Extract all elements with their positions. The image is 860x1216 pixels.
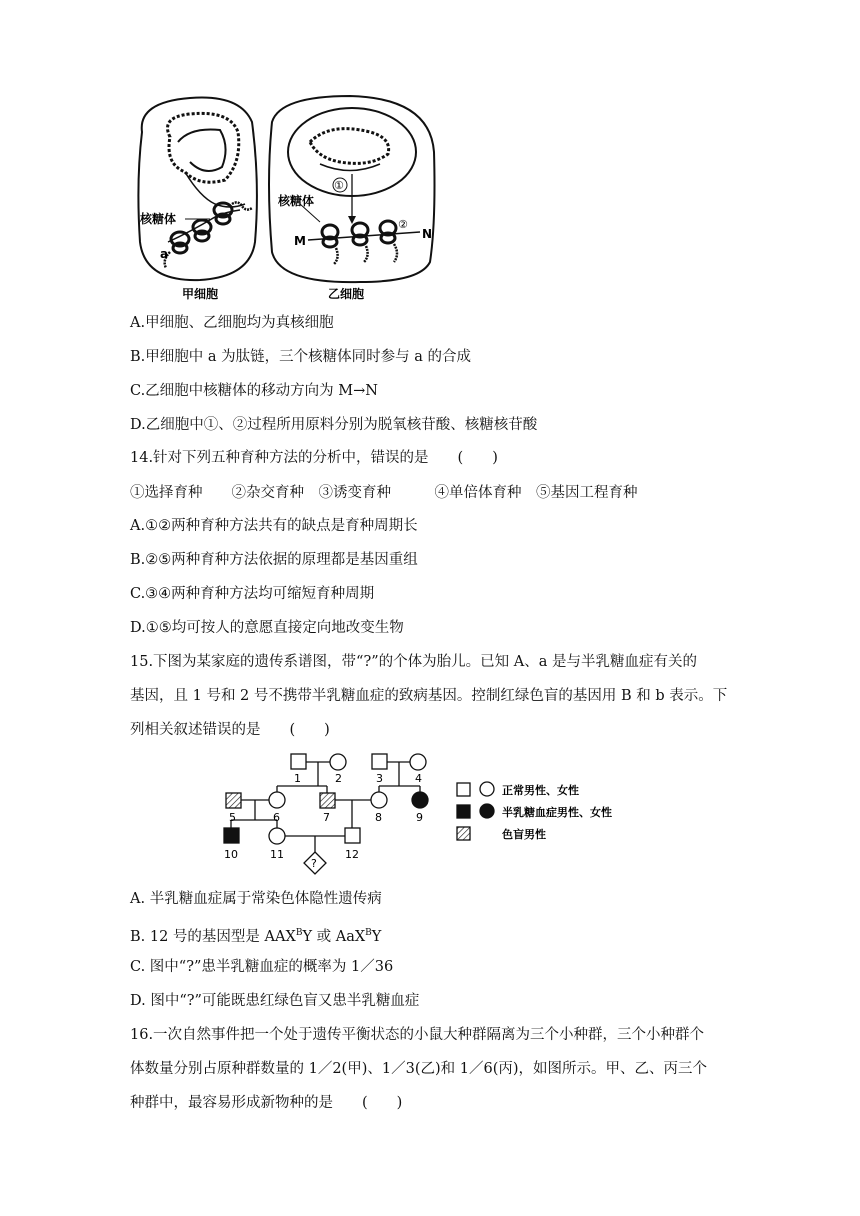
pedigree-num-7: 7 — [323, 811, 330, 824]
ribosome-a-3 — [171, 232, 189, 253]
marker-2: ② — [398, 218, 408, 231]
pedigree-num-5: 5 — [229, 811, 236, 824]
ribosome-b-3 — [380, 221, 396, 243]
cell-b — [269, 96, 435, 301]
ribosome-b-label: 核糖体 — [278, 194, 315, 208]
marker-1: ① — [334, 179, 344, 192]
q16-line-3: 种群中，最容易形成新物种的是 ( ) — [130, 1095, 403, 1111]
q13-option-a: A.甲细胞、乙细胞均为真核细胞 — [130, 315, 334, 331]
q14-stem: 14.针对下列五种育种方法的分析中，错误的是 ( ) — [130, 450, 498, 466]
q14-option-d: D.①⑤均可按人的意愿直接定向地改变生物 — [130, 620, 404, 636]
q13-option-d: D.乙细胞中①、②过程所用原料分别为脱氧核苷酸、核糖核苷酸 — [130, 417, 538, 433]
pedigree-num-11: 11 — [270, 848, 284, 861]
pedigree-num-2: 2 — [335, 772, 342, 785]
q15-option-a: A. 半乳糖血症属于常染色体隐性遗传病 — [130, 891, 382, 907]
pedigree-num-8: 8 — [375, 811, 382, 824]
q15-option-b: B. 12 号的基因型是 $AAX^BY$ 或 AaX$^B$Y — [130, 928, 382, 945]
q13-option-c: C.乙细胞中核糖体的移动方向为 M→N — [130, 383, 378, 399]
pedigree-legend — [457, 782, 612, 841]
q13-option-b: B.甲细胞中 a 为肽链，三个核糖体同时参与 a 的合成 — [130, 349, 471, 365]
pedigree-num-6: 6 — [273, 811, 280, 824]
q15-stem-3: 列相关叙述错误的是 ( ) — [130, 722, 330, 738]
pedigree-num-10: 10 — [224, 848, 238, 861]
q14-option-c: C.③④两种育种方法均可缩短育种周期 — [130, 586, 375, 602]
fetus-mark: ? — [311, 857, 317, 870]
ribosome-b-2 — [352, 223, 368, 245]
cell-a — [138, 98, 257, 302]
q15-option-d: D. 图中“?”可能既患红绿色盲又患半乳糖血症 — [130, 993, 420, 1009]
q14-option-a: A.①②两种育种方法共有的缺点是育种周期长 — [130, 518, 418, 534]
label-a: a — [160, 247, 169, 261]
pedigree-num-9: 9 — [416, 811, 423, 824]
legend-galactosemia: 半乳糖血症男性、女性 — [502, 806, 612, 819]
ribosome-b-1 — [322, 225, 338, 247]
label-m: M — [294, 234, 306, 248]
pedigree-chart — [215, 748, 635, 880]
pedigree-num-1: 1 — [294, 772, 301, 785]
ribosome-a-label: 核糖体 — [140, 212, 177, 226]
legend-normal: 正常男性、女性 — [502, 784, 579, 797]
legend-colorblind: 色盲男性 — [502, 828, 546, 841]
q15-stem-2: 基因，且 1 号和 2 号不携带半乳糖血症的致病基因。控制红绿色盲的基因用 B 和 b 表示。下 — [130, 688, 728, 704]
pedigree-num-4: 4 — [415, 772, 422, 785]
q15-option-c: C. 图中“?”患半乳糖血症的概率为 1／36 — [130, 959, 394, 975]
q15-stem-1: 15.下图为某家庭的遗传系谱图，带“?”的个体为胎儿。已知 A、a 是与半乳糖血症有关的 — [130, 654, 697, 670]
cell-b-caption: 乙细胞 — [328, 287, 365, 301]
q16-line-1: 16.一次自然事件把一个处于遗传平衡状态的小鼠大种群隔离为三个小种群，三个小种群个 — [130, 1027, 705, 1043]
pedigree-num-3: 3 — [376, 772, 383, 785]
cell-a-caption: 甲细胞 — [182, 287, 219, 301]
q14-option-b: B.②⑤两种育种方法依据的原理都是基因重组 — [130, 552, 418, 568]
cell-diagram — [130, 92, 440, 307]
q16-line-2: 体数量分别占原种群数量的 1／2(甲)、1／3(乙)和 1／6(丙)，如图所示。甲、乙、丙三个 — [130, 1061, 708, 1077]
pedigree-num-12: 12 — [345, 848, 359, 861]
ribosome-a-2 — [193, 220, 211, 241]
label-n: N — [422, 227, 433, 241]
q14-methods: ①选择育种 ②杂交育种 ③诱变育种 ④单倍体育种 ⑤基因工程育种 — [130, 485, 638, 501]
